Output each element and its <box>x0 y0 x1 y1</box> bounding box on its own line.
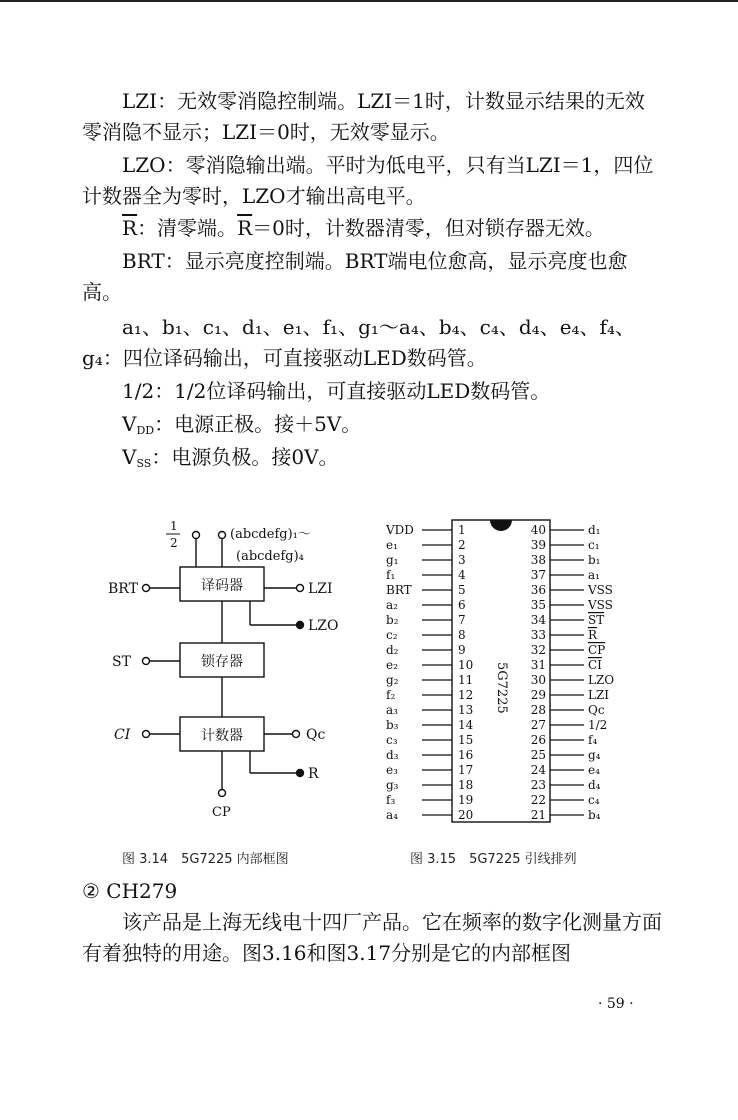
pin-label-left: g₁ <box>386 553 399 567</box>
ci-label: CI <box>114 727 131 743</box>
pin-number-left: 3 <box>458 553 466 567</box>
pin-number-right: 37 <box>530 568 546 582</box>
pin-label-right: CP <box>588 643 606 657</box>
seg-label-2: (abcdefg)₄ <box>236 549 304 564</box>
pin-label-right: VSS <box>588 583 613 597</box>
pin-label-right: a₁ <box>588 568 600 582</box>
pin-number-left: 16 <box>458 748 474 762</box>
pin-label-left: b₃ <box>386 718 399 732</box>
lzo-label: LZO <box>308 618 339 634</box>
decoder-label: 译码器 <box>201 578 243 594</box>
pin-number-left: 9 <box>458 643 466 657</box>
pin-number-left: 8 <box>458 628 466 642</box>
latch-label: 锁存器 <box>201 654 243 670</box>
pin-number-right: 35 <box>530 598 546 612</box>
pin-label-right: c₁ <box>588 538 600 552</box>
pin-number-left: 12 <box>458 688 474 702</box>
pin-number-right: 39 <box>530 538 546 552</box>
r-overline-2: $\overline{R}$ <box>237 216 253 240</box>
pin-number-left: 1 <box>458 523 466 537</box>
half-num: 1 <box>170 519 178 533</box>
para-vss <box>82 442 662 473</box>
pin-number-right: 23 <box>530 778 546 792</box>
pin-number-left: 14 <box>458 718 474 732</box>
pin-label-right: d₁ <box>588 523 601 537</box>
cp-label: CP <box>212 805 231 820</box>
qc-label: Qc <box>306 727 326 743</box>
pin-label-left: a₂ <box>386 598 398 612</box>
para-reset <box>82 213 662 244</box>
para-segments: a₁、b₁、c₁、d₁、e₁、f₁、g₁～a₄、b₄、c₄、d₄、e₄、f₄、g₄：四位译码输出，可直接驱动LED数码管。 <box>82 315 635 370</box>
seg-label-1: (abcdefg)₁～ <box>230 527 311 542</box>
pin-number-right: 33 <box>530 628 546 642</box>
pin-label-left: d₃ <box>386 748 399 762</box>
pin-number-left: 15 <box>458 733 474 747</box>
para-lzi: LZI：无效零消隐控制端。LZI＝1时，计数显示结果的无效零消隐不显示；LZI＝0时，无效零显示。 <box>82 89 645 144</box>
pin-number-right: 22 <box>530 793 546 807</box>
pin-label-right: 1/2 <box>588 718 608 732</box>
pin-number-left: 7 <box>458 613 466 627</box>
counter-label: 计数器 <box>201 728 243 744</box>
pin-number-left: 17 <box>458 763 474 777</box>
para-vdd <box>82 409 662 440</box>
pin-label-left: VDD <box>386 523 414 537</box>
brt-label: BRT <box>108 581 138 597</box>
pin-number-left: 4 <box>458 568 466 582</box>
pin-label-right: LZO <box>588 673 615 687</box>
pin-number-left: 11 <box>458 673 474 687</box>
pin-label-right: f₄ <box>588 733 598 747</box>
para-lzo: LZO：零消隐输出端。平时为低电平，只有当LZI＝1，四位计数器全为零时，LZO才输出高电平。 <box>82 153 654 208</box>
vss-sub: SS <box>136 457 152 470</box>
pin-label-left: e₃ <box>386 763 398 777</box>
pin-label-right: VSS <box>588 598 613 612</box>
chip-notch <box>490 520 512 531</box>
pin-label-left: b₂ <box>386 613 399 627</box>
pin-number-right: 24 <box>530 763 546 777</box>
pin-label-left: c₃ <box>386 733 398 747</box>
pin-label-right: R <box>588 628 598 642</box>
pin-number-right: 26 <box>530 733 546 747</box>
vdd-sub: DD <box>136 424 155 437</box>
pin-number-left: 18 <box>458 778 474 792</box>
pin-label-right: d₄ <box>588 778 601 792</box>
pin-label-right: LZI <box>588 688 610 702</box>
pin-number-left: 5 <box>458 583 466 597</box>
chip-name: 5G7225 <box>494 662 509 714</box>
pin-label-left: f₃ <box>386 793 396 807</box>
pin-label-right: ST <box>588 613 605 627</box>
vss-sym: V <box>122 445 137 469</box>
pin-label-right: CI <box>588 658 602 672</box>
lzi-label: LZI <box>308 581 333 597</box>
pin-label-left: f₁ <box>386 568 396 582</box>
pin-label-left: g₃ <box>386 778 399 792</box>
r-rest: ＝0时，计数器清零，但对锁存器无效。 <box>252 216 605 240</box>
st-label: ST <box>112 654 131 670</box>
pin-number-left: 20 <box>458 808 474 822</box>
section-heading: ② CH279 <box>82 879 178 903</box>
pin-label-right: g₄ <box>588 748 601 762</box>
vss-text: ：电源负极。接0V。 <box>151 445 339 469</box>
pin-label-right: b₄ <box>588 808 601 822</box>
pin-number-right: 38 <box>530 553 546 567</box>
pin-label-right: e₄ <box>588 763 600 777</box>
pin-label-left: c₂ <box>386 628 398 642</box>
pin-label-right: b₁ <box>588 553 601 567</box>
r-overline: $\overline{R}$ <box>122 216 138 240</box>
pin-number-right: 36 <box>530 583 546 597</box>
page-number: · 59 · <box>598 996 634 1012</box>
para-closing: 该产品是上海无线电十四厂产品。它在频率的数字化测量方面有着独特的用途。图3.16和图3.17分别是它的内部框图 <box>82 910 662 965</box>
pin-label-left: e₁ <box>386 538 398 552</box>
pin-number-right: 28 <box>530 703 546 717</box>
pin-label-left: a₄ <box>386 808 398 822</box>
pin-label-left: g₂ <box>386 673 399 687</box>
r-label: R <box>308 766 319 782</box>
r-mid: ：清零端。 <box>137 216 238 240</box>
pin-label-left: d₂ <box>386 643 399 657</box>
pin-number-right: 30 <box>530 673 546 687</box>
half-den: 2 <box>170 536 178 550</box>
para-half: 1/2：1/2位译码输出，可直接驱动LED数码管。 <box>122 379 551 403</box>
caption-fig-3-14: 图 3.14 5G7225 内部框图 <box>122 852 289 867</box>
pin-number-right: 32 <box>530 643 546 657</box>
pin-number-right: 29 <box>530 688 546 702</box>
pin-number-left: 2 <box>458 538 466 552</box>
pin-number-left: 10 <box>458 658 474 672</box>
pin-label-left: e₂ <box>386 658 398 672</box>
pin-diagram <box>380 512 640 827</box>
page-top-rule <box>0 0 738 2</box>
pin-number-left: 6 <box>458 598 466 612</box>
pin-label-right: Qc <box>588 703 605 717</box>
caption-fig-3-15: 图 3.15 5G7225 引线排列 <box>410 852 577 867</box>
pin-number-right: 34 <box>530 613 546 627</box>
pin-number-left: 13 <box>458 703 474 717</box>
vdd-sym: V <box>122 412 137 436</box>
pin-label-right: c₄ <box>588 793 600 807</box>
pin-number-right: 40 <box>530 523 546 537</box>
para-brt: BRT：显示亮度控制端。BRT端电位愈高，显示亮度也愈高。 <box>82 249 628 304</box>
pin-label-left: BRT <box>386 583 412 597</box>
pin-number-right: 31 <box>530 658 546 672</box>
block-diagram <box>100 515 360 825</box>
pin-number-right: 27 <box>530 718 546 732</box>
pin-number-left: 19 <box>458 793 474 807</box>
pin-number-right: 21 <box>530 808 546 822</box>
pin-label-left: f₂ <box>386 688 396 702</box>
pin-number-right: 25 <box>530 748 546 762</box>
pin-label-left: a₃ <box>386 703 398 717</box>
vdd-text: ：电源正极。接＋5V。 <box>154 412 362 436</box>
